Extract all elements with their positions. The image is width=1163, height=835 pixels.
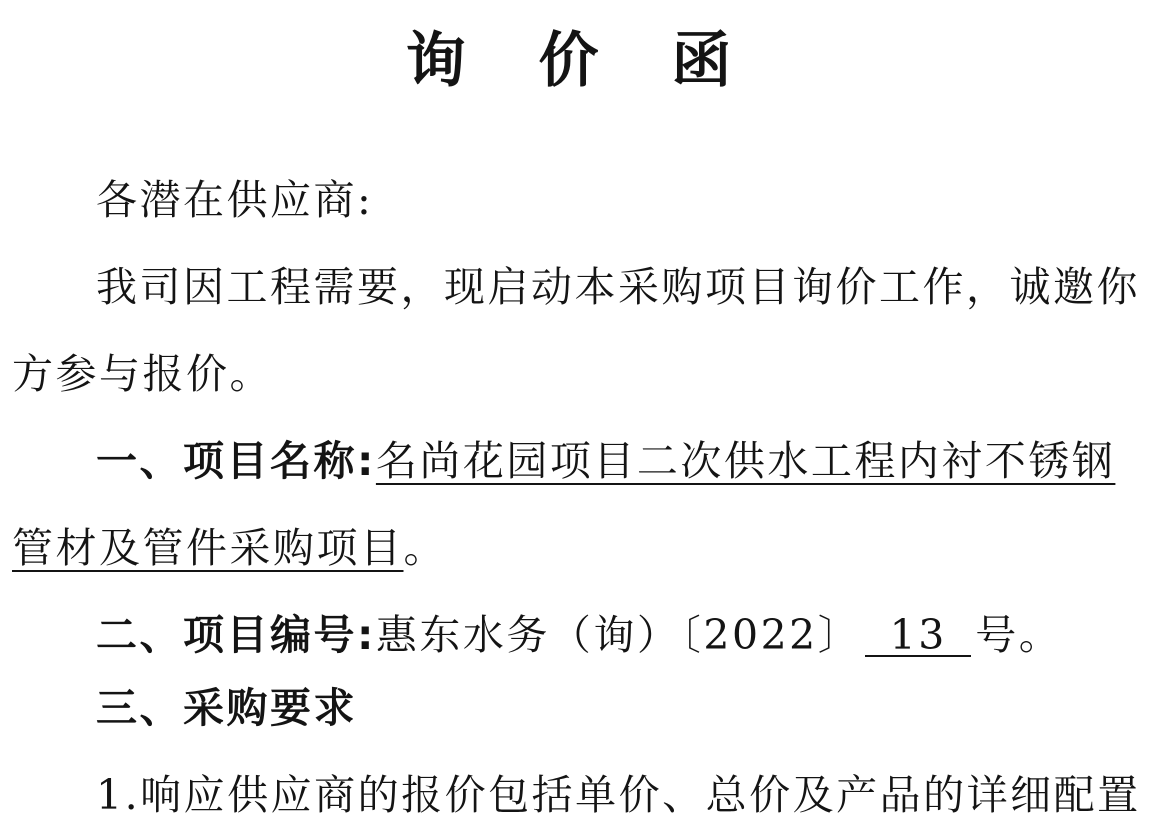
- project-code-number: 13: [865, 615, 971, 657]
- section-1-line-1: [96, 436, 1115, 486]
- project-code-prefix: 惠东水务（询）〔2022〕: [375, 611, 862, 659]
- project-name-part-1: 名尚花园项目二次供水工程内衬不锈钢: [375, 437, 1116, 485]
- salutation: 各潜在供应商:: [96, 176, 374, 224]
- document-title: 询 价 函: [405, 26, 758, 96]
- section-3-heading: 三、采购要求: [96, 684, 357, 732]
- intro-paragraph-line-2: 方参与报价。: [12, 350, 273, 398]
- project-name-end-punctuation: 。: [403, 524, 447, 572]
- intro-paragraph-line-1: 我司因工程需要，现启动本采购项目询价工作，诚邀你: [96, 263, 1140, 311]
- section-1-heading: 一、项目名称:: [96, 437, 376, 485]
- section-1-line-2: [12, 523, 447, 573]
- project-code-suffix: 号。: [975, 611, 1063, 659]
- item-1-line-1: 1.响应供应商的报价包括单价、总价及产品的详细配置: [96, 771, 1141, 819]
- section-2-line: [96, 610, 1062, 660]
- project-name-part-2: 管材及管件采购项目: [12, 524, 404, 572]
- section-2-heading: 二、项目编号:: [96, 611, 376, 659]
